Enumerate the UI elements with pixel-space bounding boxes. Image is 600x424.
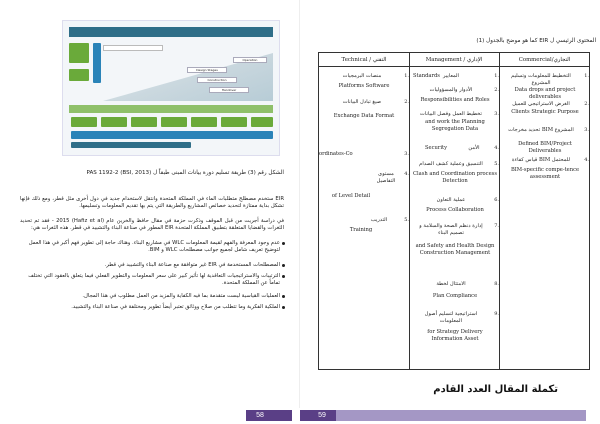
bim-delivery-diagram (62, 20, 280, 156)
item-arabic: عملية التعاون (436, 197, 466, 203)
diagram-ramp-label: Construction (207, 78, 227, 82)
diagram-ramp-label-box (187, 67, 227, 73)
item-arabic: التدريب (370, 217, 388, 223)
item-number: 3. (404, 151, 409, 157)
item-number: 2. (404, 99, 409, 105)
item-english: Security (424, 145, 448, 151)
item-number: 8. (494, 281, 499, 287)
item-arabic: صيغ تبادل البيانات (342, 99, 382, 105)
header-commercial: Commercial/التجاري (499, 53, 590, 67)
item-english: and Safety and Health Design Construction Management (415, 243, 495, 256)
item-number: 4. (584, 157, 589, 163)
figure-caption (48, 170, 284, 177)
diagram-ramp-label-box (197, 77, 237, 83)
diagram-ramp-label: Design Stages (196, 68, 218, 72)
continued-next-issue-title: تكملة المقال العدد القادم (433, 384, 558, 395)
table-divider (409, 53, 410, 370)
diagram-lower-band (69, 105, 273, 113)
item-arabic: التنسيق وعملية كشف الصدام (419, 161, 483, 167)
diagram-ramp-label-box (233, 57, 267, 63)
item-english: and work the Planning Segregation Data (425, 119, 485, 132)
bullet-item: الملكية الفكرية وما تتطلب من صلاح ووثائق تعتبر أيضاً تطوير ومختلفة في صناعة البناء والتشييد. (20, 304, 280, 311)
bullet-item: عدم وجود المعرفة والفهم لقيمة المعلومات WLC في مشاريع البناء. وهناك حاجة إلى تطوير فهم أكبر في هذا العمل لتوضيح تعريف شامل لجميع جوانب مصطلحات WLC و BIM. (20, 240, 280, 254)
right-page-number: 59 (308, 410, 336, 421)
diagram-ramp-label: Handover (221, 88, 237, 92)
left-page (0, 0, 300, 408)
item-number: 3. (584, 127, 589, 133)
item-arabic: الأمن (468, 145, 480, 151)
diagram-stage-block (221, 117, 247, 127)
item-number: 3. (494, 111, 499, 117)
paragraph-eir: EIR ستخدم مصطلح متطلبات الماء في المملكة المتحدة وانتقل لاستخدام جديد في دول أخرى مثل قطر، ومع ذلك فإنها تشكل بداية ممتازة لتحديد خصائص المشاريع والطريقة التي يتم بها تقديم المعلومات وتسليمها. (20, 196, 284, 210)
item-english: Standards (413, 73, 440, 79)
diagram-bottom-strip (71, 142, 191, 148)
diagram-ramp-label-box (209, 87, 249, 93)
header-management: Management / الإداري (409, 53, 499, 67)
diagram-ramp-label: Operation (242, 58, 258, 62)
item-arabic: تخطيط العمل وفصل البيانات (420, 111, 482, 117)
item-arabic: إدارة دنظم الصحة والسلامة و تصميم البناء (419, 223, 483, 236)
item-number: 5. (494, 161, 499, 167)
item-number: 2. (494, 87, 499, 93)
diagram-stage-block (161, 117, 187, 127)
paragraph-study: في دراسة أجريت من قبل الموقف وذكرت حزمة في مقال حافظ والخرين عام (Hafiz et al) 2015 - فقد تم تحديد الثغرات والقضايا المتعلقة بتطبيق المملكة المتحدة EIR المطور في صناعة البناء والتشييد في قطر. هذه الثغرات هي: (20, 218, 284, 232)
item-english: Clients Strategic Purpose (511, 109, 579, 115)
figure-caption-text: الشكل رقم (3) طريقة تسليم دورة بيانات المبنى طبقاً ل PAS 1192-2 (BSI, 2013) (86, 170, 284, 176)
item-english: Responsibilities and Roles (420, 97, 490, 103)
eir-content-table (318, 52, 590, 370)
table-intro: المحتوى الرئيسي ل EIR كما هو موضح بالجدول (1) (476, 38, 596, 44)
item-arabic: منصات البرمجيات (342, 73, 382, 79)
diagram-stage-block (251, 117, 273, 127)
item-arabic: قياس كفاءة BIM للمحتمل (511, 157, 571, 163)
item-english: Defined BIM/Project Deliverables (518, 141, 572, 154)
item-number: 1. (494, 73, 499, 79)
item-arabic: استراتيجية لتسليم أصول المعلومات (424, 311, 478, 324)
item-english: Training (349, 227, 373, 233)
diagram-blue-block (93, 43, 101, 83)
item-english: Platforms Software (338, 83, 390, 89)
item-number: 5. (404, 217, 409, 223)
item-english: Exchange Data Format (333, 113, 395, 119)
item-english: for Strategy Delivery Information Asset (427, 329, 483, 342)
item-english: Data drops and project deliverables (514, 87, 576, 100)
item-number: 4. (404, 171, 409, 177)
item-number: 2. (584, 101, 589, 107)
diagram-green-block (69, 69, 89, 81)
item-number: 6. (494, 197, 499, 203)
diagram-stage-block (191, 117, 217, 127)
item-arabic: الامتثال لخطة (436, 281, 466, 287)
item-arabic: الغرض الاستراتيجي للعميل (512, 101, 570, 107)
item-number: 4. (494, 145, 499, 151)
item-english: Process Collaboration (426, 207, 484, 213)
item-arabic: المعايير (443, 73, 459, 79)
item-english: BIM-specific compe-tence assessment (510, 167, 580, 180)
item-english: of Level Detail (331, 193, 371, 199)
diagram-white-box (103, 45, 163, 51)
diagram-blue-strip (71, 131, 273, 139)
item-number: 1. (584, 73, 589, 79)
item-number: 1. (404, 73, 409, 79)
diagram-stage-block (131, 117, 157, 127)
bullet-item: الترتيبات والاستراتيجيات التعاقدية لها تأثير كبير على سعر المعلومات والتطوير الفعلي فيما يتعلق بالعقود التي تختلف تماماً عن المملكة المتحدة. (20, 273, 280, 287)
item-english: Clash and Coordination process Detection (413, 171, 497, 184)
left-page-number: 58 (246, 410, 274, 421)
item-english: ordinates-Co (319, 151, 353, 157)
table-divider (499, 53, 500, 370)
item-number: 7. (494, 223, 499, 229)
diagram-green-block (69, 43, 89, 63)
item-arabic: الأدوار والمسؤوليات (429, 87, 473, 93)
diagram-top-band (69, 27, 273, 37)
item-number: 9. (494, 311, 499, 317)
diagram-stage-block (71, 117, 97, 127)
bullet-item: المصطلحات المستخدمة في EIR غير متوافقة مع صناعة البناء والتشييد في قطر. (20, 262, 280, 269)
bullet-item: العمليات القياسية ليست متقدمة بما فيه الكفاية والمزيد من العمل مطلوب في هذا المجال. (20, 293, 280, 300)
header-technical: Technical / التقني (319, 53, 409, 67)
item-arabic: تحديد مخرجات BIM المشروع (508, 127, 574, 133)
diagram-stage-block (101, 117, 127, 127)
item-arabic: التخطيط للمعلومات وتسليم المشروع (511, 73, 571, 86)
item-arabic: مستوى التفاصيل (376, 171, 396, 184)
item-english: Plan Compliance (432, 293, 478, 299)
